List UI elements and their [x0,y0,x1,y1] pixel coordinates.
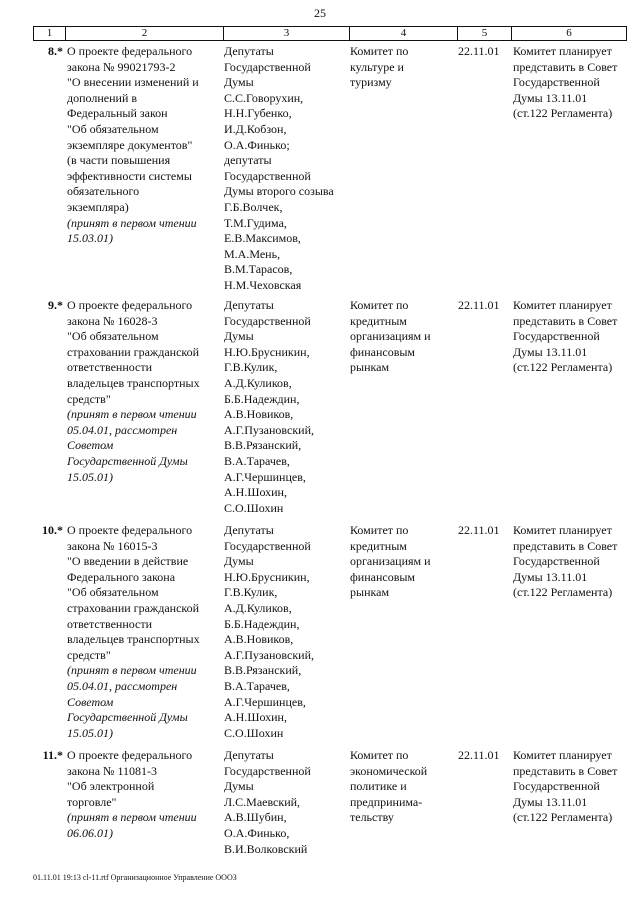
authors: Депутаты Государственной Думы Н.Ю.Брусникин, Г.В.Кулик, А.Д.Куликов, Б.Б.Надеждин, А.В.Новиков, А.Г.Пузановский, В.В.Рязанский, В.А.Тарачев, А.Г.Чершинцев, А.Н.Шохин, С.О.Шохин [224,523,314,740]
date: 22.11.01 [458,523,500,537]
committee: Комитет по культуре и туризму [350,44,409,90]
column-header-1: 1 [33,27,65,40]
column-header-5: 5 [457,27,511,40]
reading-status: (принят в первом чтении 06.06.01) [67,810,197,840]
date: 22.11.01 [458,298,500,312]
date: 22.11.01 [458,44,500,58]
page-footer: 01.11.01 19:13 cl-11.rtf Организационное Управление ОООЗ [33,873,237,882]
bill-title: О проекте федерального закона № 16015-3 "О введении в действие Федерального закона "Об обязательном страховании гражданской ответственности владельцев транспортных средств" [67,523,200,662]
committee: Комитет по экономической политике и предпринима- тельству [350,748,428,825]
bill-title-cell [67,44,222,247]
bill-title-cell [67,298,222,485]
column-header-4: 4 [349,27,457,40]
status: Комитет планирует представить в Совет Государственной Думы 13.11.01 (ст.122 Регламента) [513,523,618,600]
authors: Депутаты Государственной Думы Л.С.Маевский, А.В.Шубин, О.А.Финько, В.И.Волковский [224,748,311,856]
date: 22.11.01 [458,748,500,762]
status: Комитет планирует представить в Совет Государственной Думы 13.11.01 (ст.122 Регламента) [513,748,618,825]
column-header-6: 6 [511,27,627,40]
row-number: 9.* [48,298,63,312]
column-header-3: 3 [223,27,349,40]
bill-title-cell [67,523,222,741]
bill-title-cell [67,748,222,842]
reading-status: (принят в первом чтении 05.04.01, рассмотрен Советом Государственной Думы 15.05.01) [67,407,197,484]
bill-title: О проекте федерального закона № 11081-3 "Об электронной торговле" [67,748,193,809]
status: Комитет планирует представить в Совет Государственной Думы 13.11.01 (ст.122 Регламента) [513,44,618,121]
bill-title: О проекте федерального закона № 99021793-2 "О внесении изменений и дополнений в Федеральный закон "Об обязательном экземпляре документов" (в части повышения эффективности системы обязательного экземпляра) [67,44,199,214]
page-number: 25 [314,6,326,20]
authors: Депутаты Государственной Думы Н.Ю.Брусникин, Г.В.Кулик, А.Д.Куликов, Б.Б.Надеждин, А.В.Новиков, А.Г.Пузановский, В.В.Рязанский, В.А.Тарачев, А.Г.Чершинцев, А.Н.Шохин, С.О.Шохин [224,298,314,515]
committee: Комитет по кредитным организациям и финансовым рынкам [350,523,431,600]
bill-title: О проекте федерального закона № 16028-3 "Об обязательном страховании гражданской ответственности владельцев транспортных средств" [67,298,200,406]
committee: Комитет по кредитным организациям и финансовым рынкам [350,298,431,375]
status: Комитет планирует представить в Совет Государственной Думы 13.11.01 (ст.122 Регламента) [513,298,618,375]
reading-status: (принят в первом чтении 05.04.01, рассмотрен Советом Государственной Думы 15.05.01) [67,663,197,740]
row-number: 10.* [42,523,63,537]
authors: Депутаты Государственной Думы С.С.Говорухин, Н.Н.Губенко, И.Д.Кобзон, О.А.Финько; депутаты Государственной Думы второго созыва Г.Б.Волчек, Т.М.Гудима, Е.В.Максимов, М.А.Мень, В.М.Тарасов, Н.М.Чеховская [224,44,334,292]
row-number: 11.* [42,748,63,762]
reading-status: (принят в первом чтении 15.03.01) [67,215,197,246]
row-number: 8.* [48,44,63,58]
column-header-2: 2 [65,27,223,40]
